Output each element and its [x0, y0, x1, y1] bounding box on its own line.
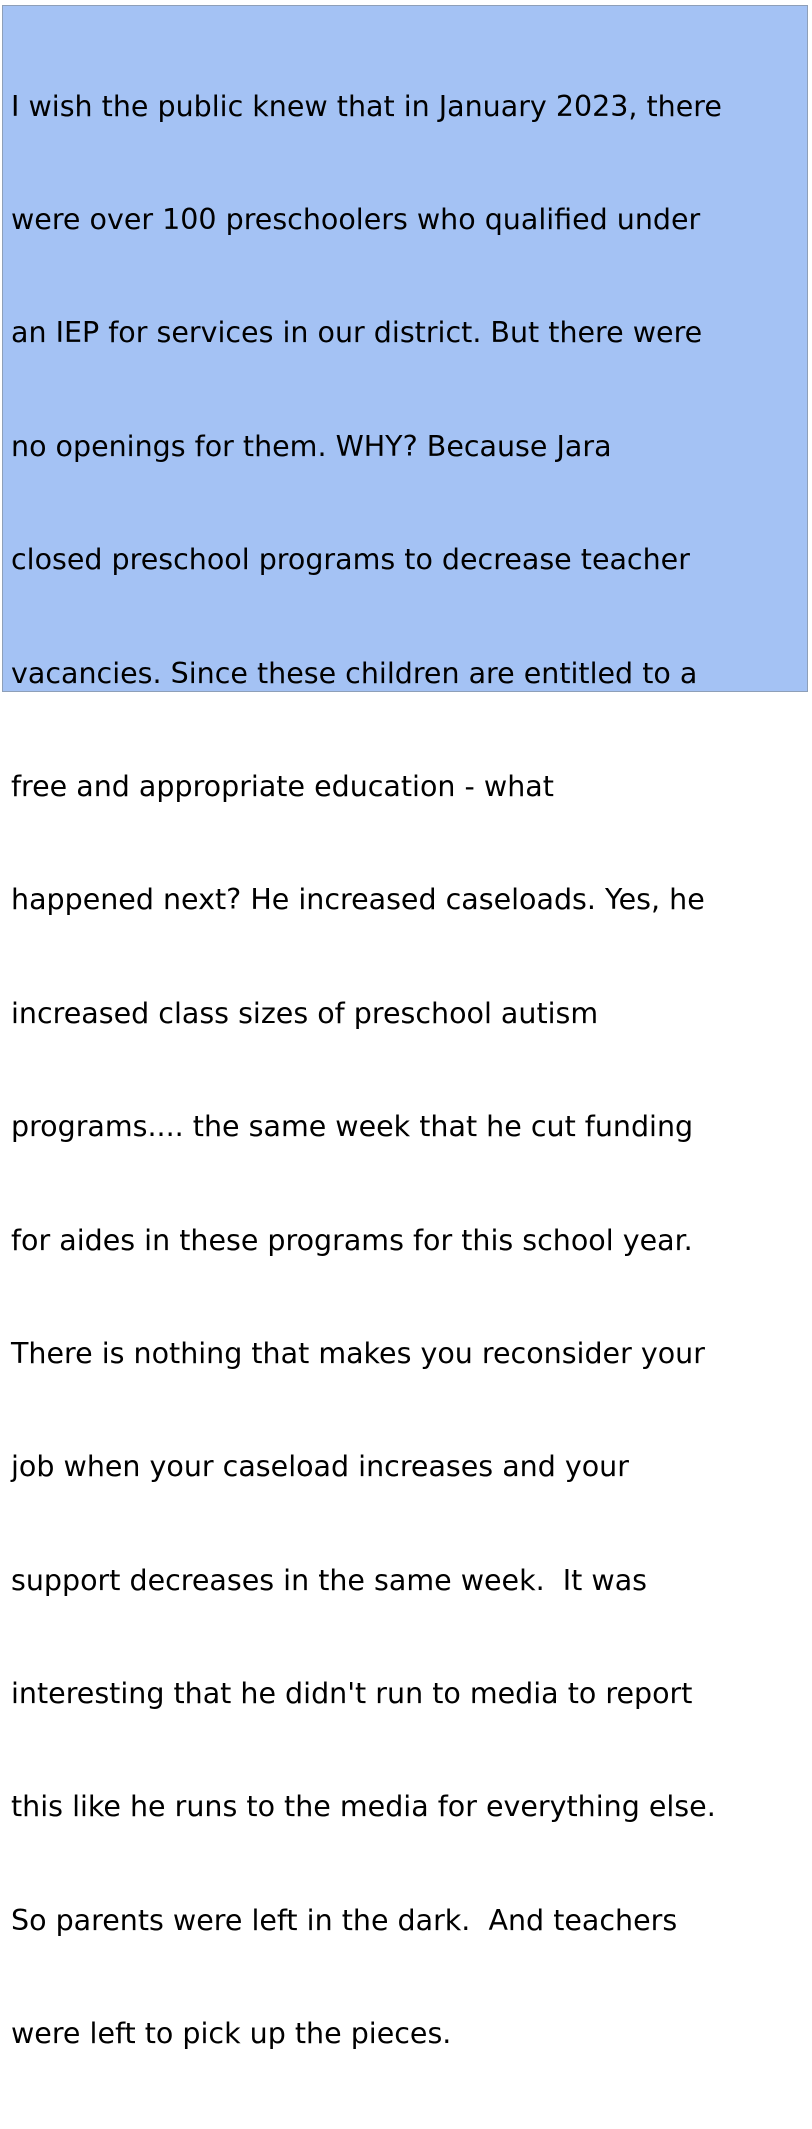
note-line: So parents were left in the dark. And teachers [11, 1903, 678, 1937]
note-line: I wish the public knew that in January 2023, there [11, 89, 722, 123]
note-line: vacancies. Since these children are entitled to a [11, 656, 698, 690]
note-line: closed preschool programs to decrease teacher [11, 543, 690, 577]
note-line: support decreases in the same week. It was [11, 1563, 648, 1597]
note-line: were left to pick up the pieces. [11, 2017, 452, 2051]
note-line: job when your caseload increases and your [11, 1450, 629, 1484]
note-text [11, 12, 722, 2129]
text-box [2, 5, 808, 2051]
note-line: this like he runs to the media for everything else. [11, 1790, 716, 1824]
note-line: for aides in these programs for this school year. [11, 1223, 693, 1257]
note-line: There is nothing that makes you reconsider your [11, 1336, 705, 1370]
note-line: increased class sizes of preschool autism [11, 996, 599, 1030]
note-line: an IEP for services in our district. But there were [11, 316, 703, 350]
note-line: programs.... the same week that he cut funding [11, 1110, 694, 1144]
note-line: interesting that he didn't run to media to report [11, 1677, 693, 1711]
note-line: were over 100 preschoolers who qualified under [11, 202, 701, 236]
note-line: free and appropriate education - what [11, 769, 554, 803]
note-line: happened next? He increased caseloads. Yes, he [11, 883, 705, 917]
note-line: no openings for them. WHY? Because Jara [11, 429, 612, 463]
